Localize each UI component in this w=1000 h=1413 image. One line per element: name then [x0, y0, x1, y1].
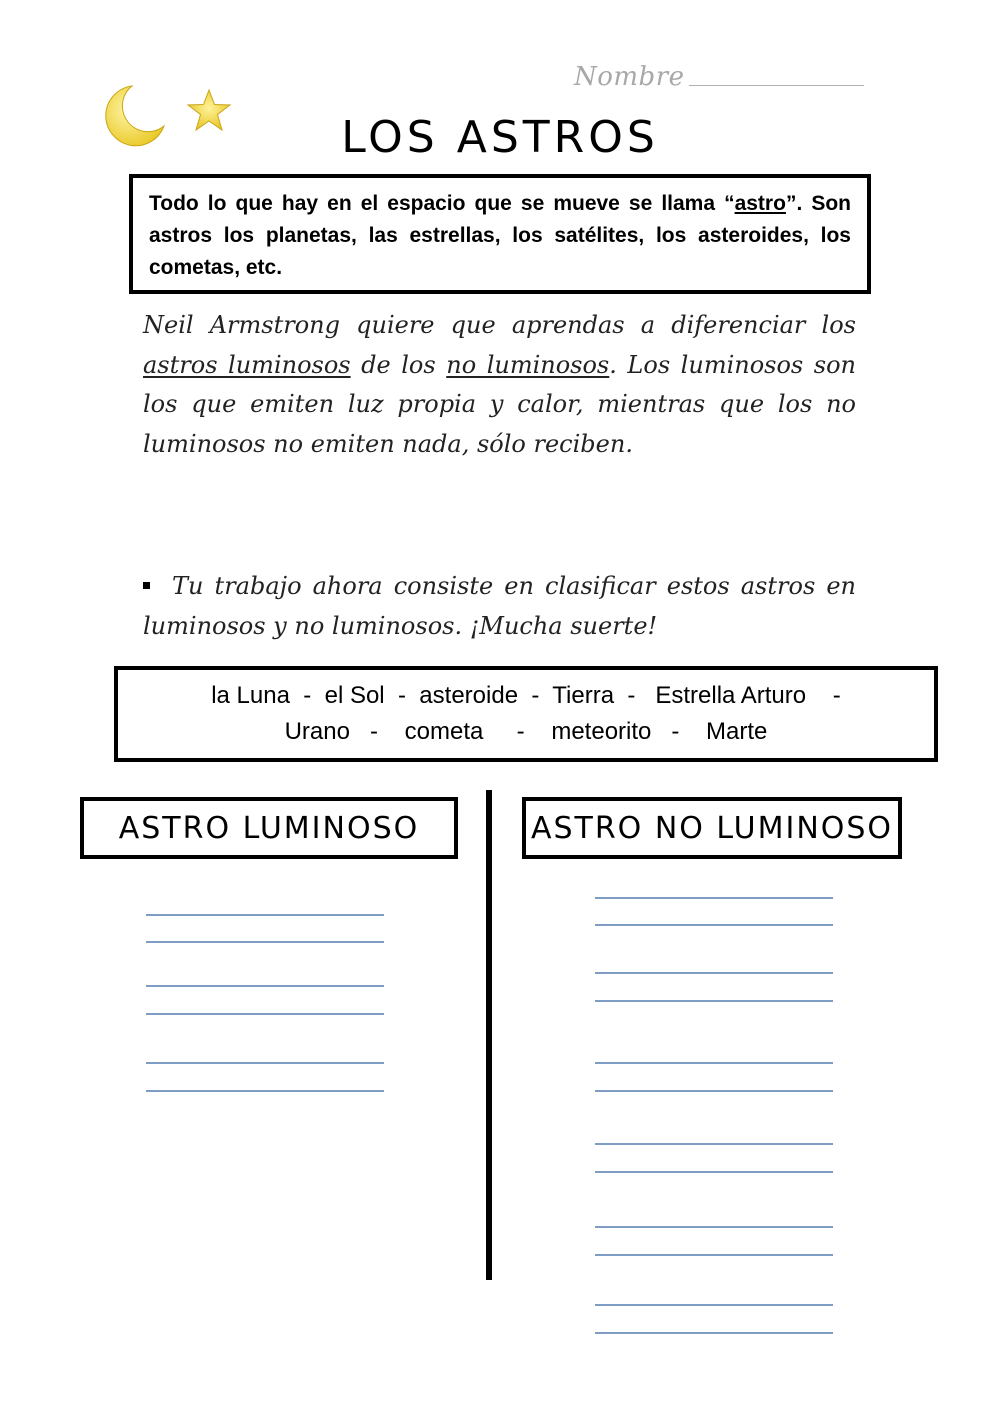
answer-line[interactable]	[146, 985, 384, 987]
name-field	[574, 58, 864, 92]
answer-line[interactable]	[595, 1332, 833, 1334]
answer-line[interactable]	[595, 1090, 833, 1092]
term-luminous: astros luminosos	[143, 350, 351, 379]
column-divider	[486, 790, 492, 1280]
answer-line[interactable]	[595, 1143, 833, 1145]
answer-line[interactable]	[595, 1171, 833, 1173]
explanation-start: Neil Armstrong quiere que aprendas a diferenciar los	[143, 311, 856, 339]
answer-line[interactable]	[595, 972, 833, 974]
answer-line[interactable]	[146, 1090, 384, 1092]
answer-line[interactable]	[146, 1013, 384, 1015]
definition-keyword: astro	[734, 192, 786, 215]
definition-text	[149, 188, 851, 284]
page-title: LOS ASTROS	[341, 112, 659, 163]
name-label: Nombre	[574, 62, 685, 92]
explanation-paragraph	[143, 306, 856, 464]
word-bank-line-1: la Luna - el Sol - asteroide - Tierra - Estrella Arturo -	[211, 682, 841, 709]
answer-line[interactable]	[146, 914, 384, 916]
definition-text-start: Todo lo que hay en el espacio que se mueve se llama “	[149, 192, 735, 215]
term-non-luminous: no luminosos	[446, 350, 610, 379]
answer-line[interactable]	[146, 941, 384, 943]
bullet-icon	[143, 582, 150, 589]
answer-line[interactable]	[146, 1062, 384, 1064]
explanation-end: . Los luminosos son los que emiten luz propia y calor, mientras que los no luminosos no emiten nada, sólo reciben.	[143, 350, 856, 458]
name-write-line[interactable]	[689, 85, 864, 86]
instruction-text: Tu trabajo ahora consiste en clasificar estos astros en luminosos y no luminosos. ¡Mucha suerte!	[143, 572, 856, 640]
definition-box	[129, 174, 871, 294]
answer-line[interactable]	[595, 1226, 833, 1228]
answer-line[interactable]	[595, 1062, 833, 1064]
answer-line[interactable]	[595, 897, 833, 899]
instruction-paragraph	[143, 566, 856, 646]
explanation-middle: de los	[350, 350, 447, 379]
answer-line[interactable]	[595, 1000, 833, 1002]
word-bank-line-2: Urano - cometa - meteorito - Marte	[284, 718, 768, 745]
non-luminous-column-heading: ASTRO NO LUMINOSO	[522, 797, 902, 859]
definition-text-end: ”. Son astros los planetas, las estrellas, los satélites, los asteroides, los cometas, etc.	[149, 192, 851, 279]
luminous-column-heading: ASTRO LUMINOSO	[80, 797, 458, 859]
answer-line[interactable]	[595, 1304, 833, 1306]
answer-line[interactable]	[595, 924, 833, 926]
answer-line[interactable]	[595, 1254, 833, 1256]
word-bank-box	[114, 666, 938, 762]
